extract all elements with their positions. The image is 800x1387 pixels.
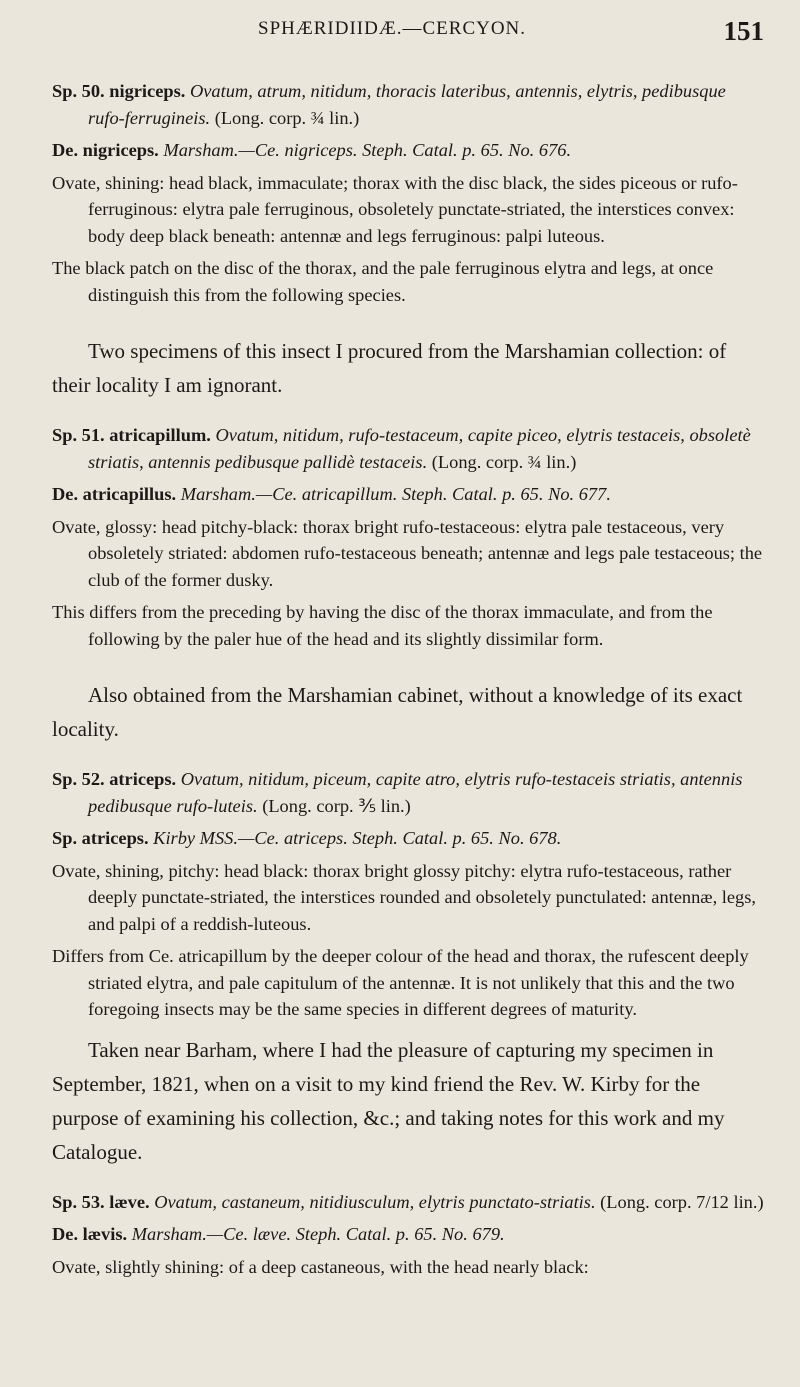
synonym-heading: De. lævis. xyxy=(52,1224,128,1244)
diagnosis xyxy=(52,78,764,131)
latin-diagnosis: Ovatum, nitidum, rufo-testaceum, capite piceo, elytris testaceis, obsoletè striatis, antennis pedibusque pallidè testaceis. xyxy=(88,425,751,472)
synonymy xyxy=(52,1221,764,1248)
species-entry-53 xyxy=(52,1189,764,1281)
remarks: This differs from the preceding by having the disc of the thorax immaculate, and from the following by the paler hue of the head and its slightly dissimilar form. xyxy=(52,602,713,649)
remarks: The black patch on the disc of the thorax, and the pale ferruginous elytra and legs, at once distinguish this from the following species. xyxy=(52,258,714,305)
description: Ovate, shining: head black, immaculate; thorax with the disc black, the sides piceous or rufo-ferruginous: elytra pale ferruginous, obsoletely punctate-striated, the interstices convex: body deep black beneath: antennæ and legs ferruginous: palpi luteous. xyxy=(52,172,738,246)
body-length: (Long. corp. ¾ lin.) xyxy=(214,107,360,128)
catalogue-reference: Steph. Catal. p. 65. No. 676. xyxy=(362,140,572,160)
locality-note: Also obtained from the Marshamian cabinet, without a knowledge of its exact locality. xyxy=(52,683,743,741)
synonym-authority: Marsham.—Ce. atricapillum. xyxy=(180,484,398,504)
synonym-authority: Kirby MSS.—Ce. atriceps. xyxy=(153,828,348,848)
locality-note: Two specimens of this insect I procured from the Marshamian collection: of their locality I am ignorant. xyxy=(52,339,727,397)
catalogue-reference: Steph. Catal. p. 65. No. 677. xyxy=(401,484,611,504)
body-length: (Long. corp. 7/12 lin.) xyxy=(600,1191,764,1212)
catalogue-reference: Steph. Catal. p. 65. No. 679. xyxy=(295,1224,505,1244)
diagnosis xyxy=(52,1189,764,1216)
species-heading: Sp. 52. atriceps. xyxy=(52,769,177,789)
synonym-heading: De. nigriceps. xyxy=(52,140,159,160)
running-head: SPHÆRIDIIDÆ.—CERCYON. xyxy=(258,18,527,39)
page-body xyxy=(52,74,764,1286)
body-length: (Long. corp. ⅗ lin.) xyxy=(262,795,411,816)
species-entry-52 xyxy=(52,766,764,1189)
synonym-authority: Marsham.—Ce. nigriceps. xyxy=(163,140,358,160)
synonymy xyxy=(52,825,764,852)
synonym-heading: Sp. atriceps. xyxy=(52,828,149,848)
catalogue-reference: Steph. Catal. p. 65. No. 678. xyxy=(352,828,562,848)
species-heading: Sp. 53. læve. xyxy=(52,1191,150,1212)
species-entry-50 xyxy=(52,78,764,422)
description: Ovate, shining, pitchy: head black: thorax bright glossy pitchy: elytra rufo-testaceous, rather deeply punctate-striated, the interstices rounded and obsoletely punctulated: antennæ, legs, and palpi of a reddish-luteous. xyxy=(52,860,756,934)
synonymy xyxy=(52,481,764,508)
synonym-authority: Marsham.—Ce. læve. xyxy=(131,1224,292,1244)
locality-note: Taken near Barham, where I had the pleasure of capturing my specimen in September, 1821, when on a visit to my kind friend the Rev. W. Kirby for the purpose of examining his collection, &c.; and taking notes for this work and my Catalogue. xyxy=(52,1037,725,1164)
species-heading: Sp. 51. atricapillum. xyxy=(52,425,211,445)
page-header xyxy=(0,16,800,50)
latin-diagnosis: Ovatum, castaneum, nitidiusculum, elytris punctato-striatis. xyxy=(154,1191,596,1212)
latin-diagnosis: Ovatum, nitidum, piceum, capite atro, elytris rufo-testaceis striatis, antennis pedibusque rufo-luteis. xyxy=(88,769,743,816)
species-heading: Sp. 50. nigriceps. xyxy=(52,81,186,101)
synonym-heading: De. atricapillus. xyxy=(52,484,177,504)
diagnosis xyxy=(52,766,764,819)
species-entry-51 xyxy=(52,422,764,766)
remarks: Differs from Ce. atricapillum by the deeper colour of the head and thorax, the rufescent deeply striated elytra, and pale capitulum of the antennæ. It is not unlikely that this and the two foregoing insects may be the same species in different degrees of maturity. xyxy=(52,946,749,1019)
latin-diagnosis: Ovatum, atrum, nitidum, thoracis lateribus, antennis, elytris, pedibusque rufo-ferrugineis. xyxy=(88,81,726,128)
description: Ovate, slightly shining: of a deep castaneous, with the head nearly black: xyxy=(52,1256,589,1277)
diagnosis xyxy=(52,422,764,475)
page-number: 151 xyxy=(723,16,764,46)
synonymy xyxy=(52,137,764,164)
description: Ovate, glossy: head pitchy-black: thorax bright rufo-testaceous: elytra pale testaceous, very obsoletely striated: abdomen rufo-testaceous beneath; antennæ and legs pale testaceous; the club of the former dusky. xyxy=(52,516,763,590)
body-length: (Long. corp. ¾ lin.) xyxy=(431,451,577,472)
